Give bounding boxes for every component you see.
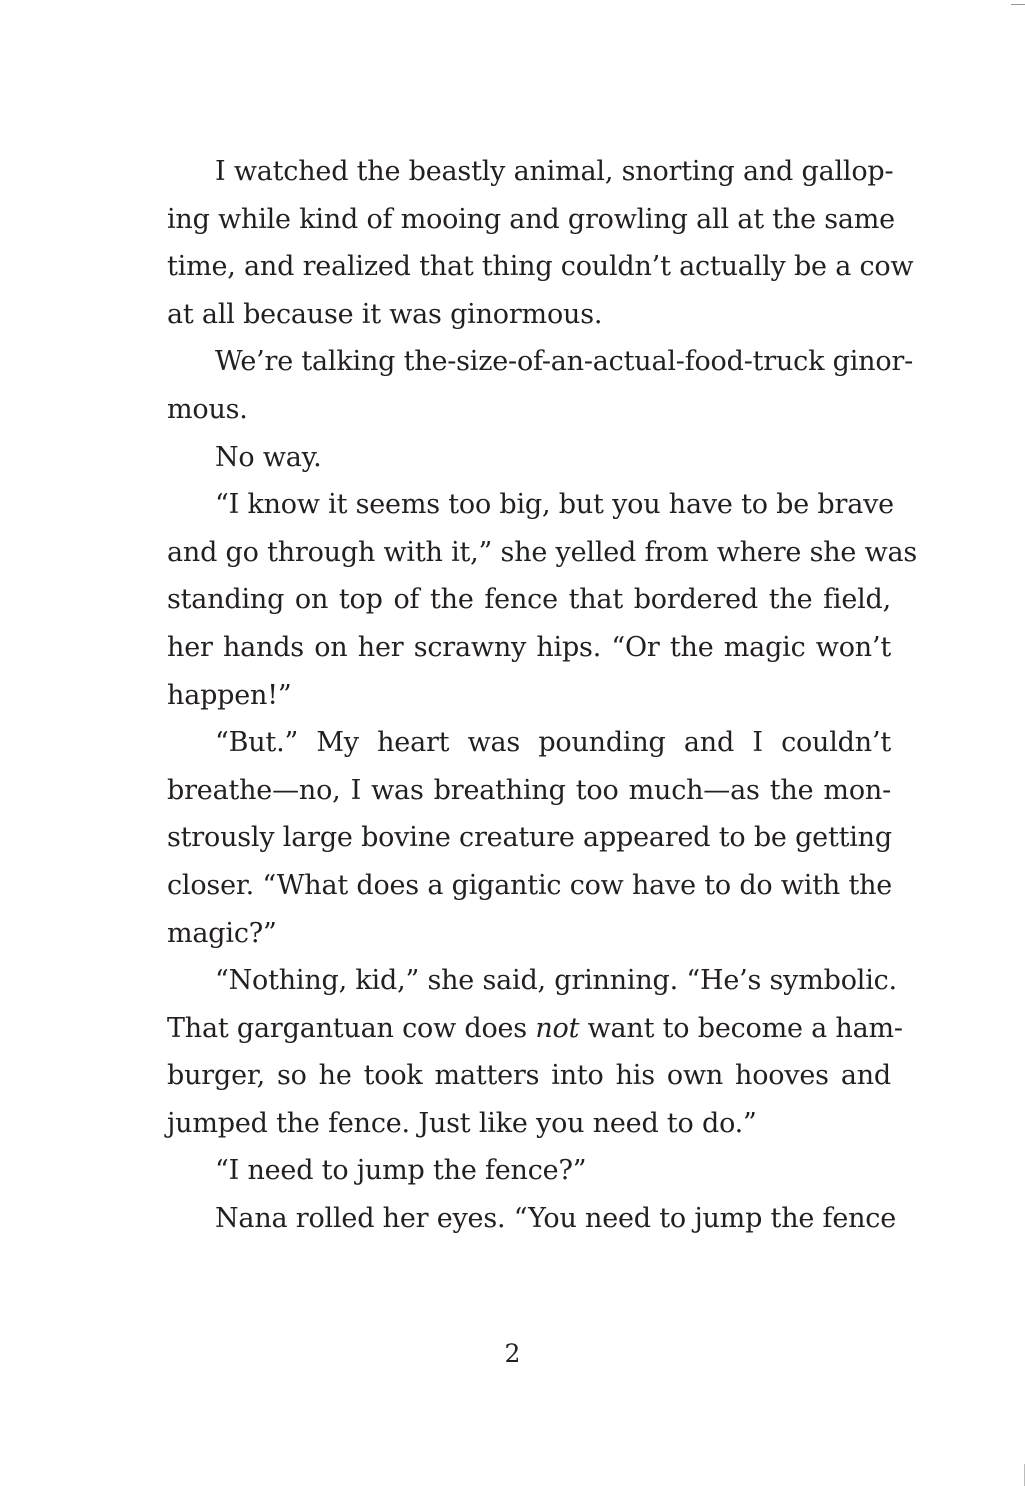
text-line: and go through with it,” she yelled from where she was — [167, 536, 918, 568]
text-line: “Nothing, kid,” she said, grinning. “He’s symbolic. — [215, 965, 897, 997]
text-line: “But.” My heart was pounding and I couldn’t — [215, 727, 891, 759]
text-line: No way. — [215, 441, 322, 473]
text-line: “I know it seems too big, but you have to be brave — [215, 489, 894, 521]
text-line: ing while kind of mooing and growling all at the same — [167, 203, 895, 235]
text-line: standing on top of the fence that bordered the field, — [167, 584, 891, 616]
text-line: We’re talking the-size-of-an-actual-food-truck ginor- — [215, 346, 914, 378]
text-line: happen!” — [167, 679, 292, 711]
text-line: Nana rolled her eyes. “You need to jump the fence — [215, 1203, 897, 1235]
text-line: time, and realized that thing couldn’t actually be a cow — [167, 251, 914, 283]
body-text — [167, 148, 918, 1243]
crop-mark — [1011, 4, 1025, 5]
text-line: magic?” — [167, 917, 277, 949]
text-line: burger, so he took matters into his own hooves and — [167, 1060, 891, 1092]
text-line: mous. — [167, 393, 248, 425]
text-line: “I need to jump the fence?” — [215, 1155, 587, 1187]
text-line: her hands on her scrawny hips. “Or the magic won’t — [167, 631, 891, 663]
text-line — [167, 1005, 903, 1053]
text-line: at all because it was ginormous. — [167, 298, 603, 330]
text-line: strously large bovine creature appeared to be getting — [167, 822, 892, 854]
text-line: jumped the fence. Just like you need to do.” — [167, 1107, 757, 1139]
page-number: 2 — [504, 1339, 521, 1368]
text-segment: That gargantuan cow does — [167, 1012, 536, 1044]
emphasis-text: not — [535, 1012, 580, 1044]
text-line: closer. “What does a gigantic cow have to do with the — [167, 869, 893, 901]
text-line: I watched the beastly animal, snorting and gallop- — [215, 156, 894, 187]
text-segment: want to become a ham- — [579, 1012, 903, 1044]
text-line: breathe—no, I was breathing too much—as the mon- — [167, 774, 891, 806]
